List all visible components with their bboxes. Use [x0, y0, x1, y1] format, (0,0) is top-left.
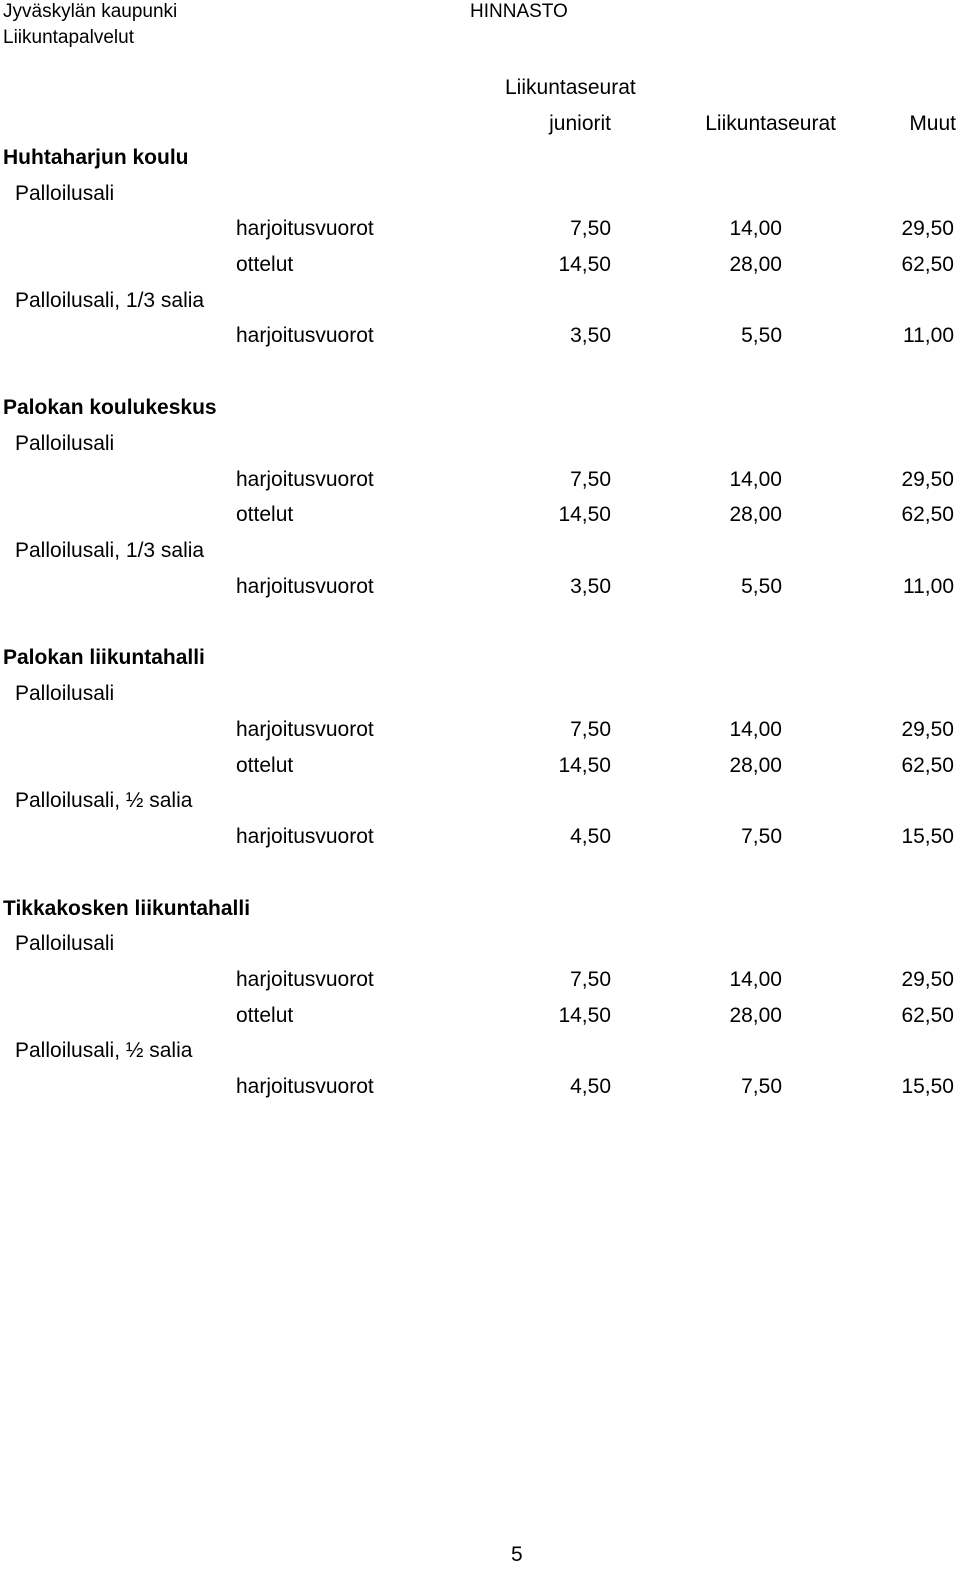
- column-header-muut: Muut: [909, 112, 956, 135]
- department-name: Liikuntapalvelut: [3, 27, 134, 48]
- page-number: 5: [511, 1543, 523, 1566]
- price-muut: 29,50: [901, 468, 954, 491]
- hall-name: Palloilusali, ½ salia: [15, 789, 193, 812]
- price-muut: 62,50: [901, 754, 954, 777]
- rate-row: [0, 754, 960, 790]
- column-header-juniorit: juniorit: [549, 112, 611, 135]
- price-muut: 62,50: [901, 253, 954, 276]
- price-juniorit: 7,50: [570, 468, 611, 491]
- price-muut: 15,50: [901, 1075, 954, 1098]
- hall-name: Palloilusali: [15, 682, 115, 705]
- price-juniorit: 14,50: [558, 503, 611, 526]
- hall-name: Palloilusali, 1/3 salia: [15, 539, 205, 562]
- venue-row: [0, 396, 960, 432]
- hall-row: [0, 539, 960, 575]
- column-group-label: Liikuntaseurat: [505, 76, 636, 99]
- usage-type: harjoitusvuorot: [236, 1075, 374, 1098]
- rate-row: [0, 1004, 960, 1040]
- price-muut: 11,00: [903, 324, 954, 347]
- venue-row: [0, 897, 960, 933]
- usage-type: ottelut: [236, 754, 294, 777]
- usage-type: ottelut: [236, 1004, 294, 1027]
- hall-row: [0, 682, 960, 718]
- usage-type: harjoitusvuorot: [236, 825, 374, 848]
- usage-type: harjoitusvuorot: [236, 575, 374, 598]
- hall-row: [0, 932, 960, 968]
- price-juniorit: 14,50: [558, 1004, 611, 1027]
- hall-name: Palloilusali: [15, 182, 115, 205]
- rate-row: [0, 825, 960, 861]
- hall-name: Palloilusali: [15, 432, 115, 455]
- venue-name: Palokan liikuntahalli: [3, 646, 205, 669]
- price-muut: 29,50: [901, 217, 954, 240]
- usage-type: harjoitusvuorot: [236, 217, 374, 240]
- hall-name: Palloilusali, 1/3 salia: [15, 289, 205, 312]
- price-liikuntaseurat: 28,00: [729, 1004, 782, 1027]
- price-juniorit: 7,50: [570, 968, 611, 991]
- price-muut: 29,50: [901, 718, 954, 741]
- price-muut: 62,50: [901, 1004, 954, 1027]
- usage-type: ottelut: [236, 253, 294, 276]
- price-muut: 15,50: [901, 825, 954, 848]
- price-liikuntaseurat: 7,50: [741, 1075, 782, 1098]
- hall-name: Palloilusali: [15, 932, 115, 955]
- column-header-liikuntaseurat: Liikuntaseurat: [705, 112, 836, 135]
- price-juniorit: 7,50: [570, 718, 611, 741]
- usage-type: harjoitusvuorot: [236, 324, 374, 347]
- hall-row: [0, 289, 960, 325]
- price-juniorit: 7,50: [570, 217, 611, 240]
- price-juniorit: 3,50: [570, 324, 611, 347]
- hall-name: Palloilusali, ½ salia: [15, 1039, 193, 1062]
- hall-row: [0, 182, 960, 218]
- venue-name: Huhtaharjun koulu: [3, 146, 189, 169]
- price-liikuntaseurat: 7,50: [741, 825, 782, 848]
- venue-name: Tikkakosken liikuntahalli: [3, 897, 251, 920]
- usage-type: ottelut: [236, 503, 294, 526]
- usage-type: harjoitusvuorot: [236, 468, 374, 491]
- price-liikuntaseurat: 5,50: [741, 575, 782, 598]
- usage-type: harjoitusvuorot: [236, 968, 374, 991]
- rate-row: [0, 253, 960, 289]
- rate-row: [0, 718, 960, 754]
- price-liikuntaseurat: 14,00: [729, 718, 782, 741]
- usage-type: harjoitusvuorot: [236, 718, 374, 741]
- venue-name: Palokan koulukeskus: [3, 396, 217, 419]
- rate-row: [0, 968, 960, 1004]
- rate-row: [0, 503, 960, 539]
- price-liikuntaseurat: 14,00: [729, 217, 782, 240]
- price-liikuntaseurat: 14,00: [729, 468, 782, 491]
- rate-row: [0, 217, 960, 253]
- hall-row: [0, 432, 960, 468]
- price-liikuntaseurat: 28,00: [729, 503, 782, 526]
- price-muut: 11,00: [903, 575, 954, 598]
- venue-row: [0, 146, 960, 182]
- price-juniorit: 14,50: [558, 754, 611, 777]
- price-liikuntaseurat: 28,00: [729, 253, 782, 276]
- organization-name: Jyväskylän kaupunki: [3, 1, 178, 22]
- price-muut: 62,50: [901, 503, 954, 526]
- rate-row: [0, 468, 960, 504]
- price-juniorit: 4,50: [570, 825, 611, 848]
- price-liikuntaseurat: 28,00: [729, 754, 782, 777]
- hall-row: [0, 1039, 960, 1075]
- venue-row: [0, 646, 960, 682]
- price-muut: 29,50: [901, 968, 954, 991]
- rate-row: [0, 1075, 960, 1111]
- hall-row: [0, 789, 960, 825]
- document-title: HINNASTO: [470, 1, 568, 22]
- price-juniorit: 3,50: [570, 575, 611, 598]
- price-liikuntaseurat: 5,50: [741, 324, 782, 347]
- price-juniorit: 4,50: [570, 1075, 611, 1098]
- rate-row: [0, 324, 960, 360]
- price-juniorit: 14,50: [558, 253, 611, 276]
- rate-row: [0, 575, 960, 611]
- price-liikuntaseurat: 14,00: [729, 968, 782, 991]
